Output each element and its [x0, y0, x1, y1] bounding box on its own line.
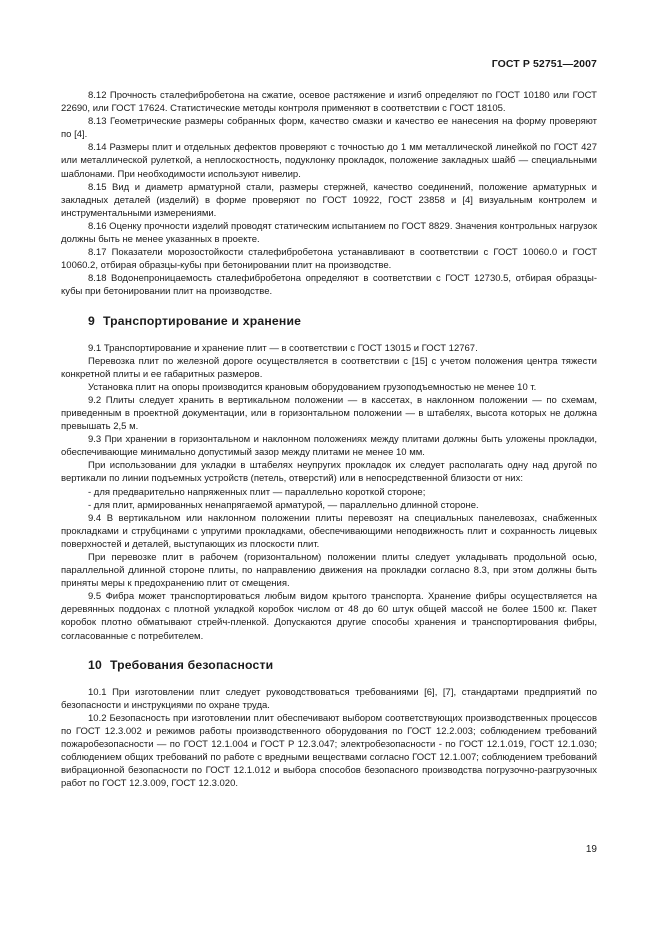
section-9-heading	[61, 314, 597, 329]
section-9	[61, 342, 597, 643]
paragraph-9-3: 9.3 При хранении в горизонтальном и наклонном положениях между плитами должны быть уложены прокладки, обеспечивающие минимально допустимый зазор между плитами не менее 10 мм.	[61, 434, 597, 459]
document-code-header: ГОСТ Р 52751—2007	[491, 58, 597, 70]
section-9-title: Транспортирование и хранение	[102, 313, 302, 328]
section-9-number: 9	[88, 313, 95, 328]
paragraph-9-1-crane: Установка плит на опоры производится крановым оборудованием грузоподъемностью не менее 10 т.	[88, 381, 537, 393]
section-10-number: 10	[88, 657, 102, 672]
section-10-heading	[61, 658, 597, 673]
page-number: 19	[585, 844, 597, 855]
list-item-nonprestressed: - для плит, армированных ненапрягаемой арматурой, — параллельно длинной стороне.	[88, 499, 479, 511]
paragraph-10-1: 10.1 При изготовлении плит следует руководствоваться требованиями [6], [7], стандартами предприятий по безопасности и инструкциями по охране труда.	[61, 686, 597, 711]
paragraph-8-16: 8.16 Оценку прочности изделий проводят статическим испытанием по ГОСТ 8829. Значения контрольных нагрузок должны быть не менее указанных в проекте.	[61, 220, 597, 246]
paragraph-8-12: 8.12 Прочность сталефибробетона на сжатие, осевое растяжение и изгиб определяют по ГОСТ 10180 или ГОСТ 22690, или ГОСТ 17624. Статистические методы контроля применяют в соответствии с ГОСТ 18105.	[61, 90, 597, 115]
paragraph-9-4-horizontal: При перевозке плит в рабочем (горизонтальном) положении плиты следует укладывать продольной осью, параллельной длинной стороне плиты, по направлению движения на прокладки согласно 8.3, при этом должны быть приняты меры к предохранению плит от смещения.	[61, 552, 597, 590]
paragraph-8-13: 8.13 Геометрические размеры собранных форм, качество смазки и качество ее нанесения на форму проверяют по [4].	[61, 116, 597, 141]
paragraph-8-18: 8.18 Водонепроницаемость сталефибробетона определяют в соответствии с ГОСТ 12730.5, отбирая образцы-кубы при бетонировании плит на производстве.	[61, 273, 597, 298]
paragraph-10-2: 10.2 Безопасность при изготовлении плит обеспечивают выбором соответствующих производственных процессов по ГОСТ 12.3.002 и режимов работы производственного оборудования по ГОСТ 12.2.003; соблюдением требований пожаробезопасности — по ГОСТ 12.1.004 и ГОСТ Р 12.3.047; электробезопасности - по ГОСТ 12.1.019, ГОСТ 12.1.030; соблюдением общих требований по работе с вредными веществами согласно ГОСТ 12.1.007; соблюдением требований вибрационной безопасности по ГОСТ 12.1.012 и выбора способов безопасного производства погрузочно-разгрузочных работ по ГОСТ 12.3.009, ГОСТ 12.3.020.	[61, 712, 597, 790]
paragraph-9-1: 9.1 Транспортирование и хранение плит — в соответствии с ГОСТ 13015 и ГОСТ 12767.	[88, 342, 478, 354]
paragraph-8-17: 8.17 Показатели морозостойкости сталефибробетона устанавливают в соответствии с ГОСТ 10060.0 и ГОСТ 10060.2, отбирая образцы-кубы при бетонировании плит на производстве.	[61, 247, 597, 272]
section-8-continued	[61, 89, 597, 299]
paragraph-8-15: 8.15 Вид и диаметр арматурной стали, размеры стержней, качество соединений, положение арматурных и закладных деталей (изделий) в форме проверяют по ГОСТ 10922, ГОСТ 23858 и [4] визуальным контролем и инструментальными измерениями.	[61, 181, 597, 219]
paragraph-9-3-stacking: При использовании для укладки в штабелях неупругих прокладок их следует располагать одну над другой по вертикали по линии подъемных устройств (петель, отверстий) или в непосредственной близости от них:	[61, 460, 597, 485]
paragraph-9-5: 9.5 Фибра может транспортироваться любым видом крытого транспорта. Хранение фибры осуществляется на деревянных поддонах с плотной укладкой коробок числом от 48 до 60 штук общей массой не более 1500 кг. Пакет коробок плотно обматывают стрейч-пленкой. Допускаются другие способы хранения и транспортирования фибры, согласованные с потребителем.	[61, 591, 597, 642]
section-10-title: Требования безопасности	[109, 657, 274, 672]
document-body	[61, 89, 597, 790]
list-item-prestressed: - для предварительно напряженных плит — параллельно короткой стороне;	[88, 486, 426, 498]
paragraph-9-2: 9.2 Плиты следует хранить в вертикальном положении — в кассетах, в наклонном положении — по схемам, приведенным в проектной документации, или в горизонтальном положении — в штабелях, высота которых не должна превышать 2,5 м.	[61, 394, 597, 433]
section-10	[61, 686, 597, 791]
paragraph-8-14: 8.14 Размеры плит и отдельных дефектов проверяют с точностью до 1 мм металлической линейкой по ГОСТ 427 или металлической рулеткой, а неплоскостность, подуклонку прокладок, положение закладных шайб — специальными шаблонами. При необходимости используют нивелир.	[61, 142, 597, 180]
paragraph-9-1-rail: Перевозка плит по железной дороге осуществляется в соответствии с [15] с учетом положения центра тяжести конкретной плиты и ее габаритных размеров.	[61, 355, 597, 380]
paragraph-9-4: 9.4 В вертикальном или наклонном положении плиты перевозят на специальных панелевозах, снабженных прокладками и струбцинами с упругими прокладками, обеспечивающими неподвижность плит и сохранность лицевых поверхностей и деталей, выступающих из плоскости плит.	[61, 512, 597, 550]
